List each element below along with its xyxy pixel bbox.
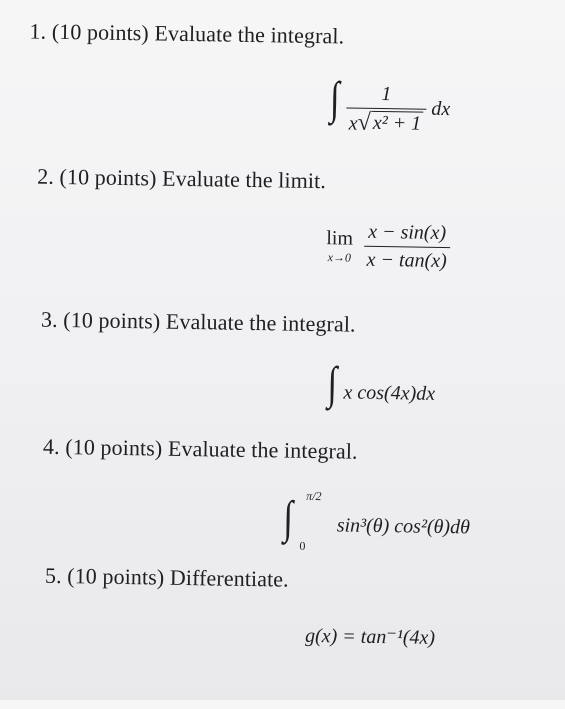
problem-number: 4. — [42, 433, 60, 459]
problem-label: (10 points) Differentiate. — [67, 563, 289, 592]
integral-sign: ∫ — [329, 72, 340, 124]
problem-5-heading — [45, 563, 289, 593]
definite-integral — [281, 488, 332, 553]
numerator: x − sin(x) — [368, 220, 447, 245]
problem-5-function: g(x) = tan⁻¹(4x) — [304, 624, 436, 649]
problem-4-heading — [43, 434, 358, 465]
problem-2-heading — [37, 164, 326, 195]
problem-3-integral — [326, 357, 436, 409]
problem-2-limit — [326, 220, 451, 273]
lower-limit: 0 — [299, 538, 306, 553]
problem-4-integral — [281, 488, 471, 561]
integral-sign: ∫ — [327, 357, 338, 409]
radical-sign: √ — [357, 109, 371, 136]
problem-number: 2. — [37, 163, 55, 189]
problem-number: 3. — [40, 306, 58, 332]
fraction — [346, 82, 427, 136]
denominator: x − tan(x) — [363, 246, 450, 273]
approach-text: x→0 — [327, 249, 352, 265]
differential: dx — [431, 97, 451, 121]
problem-1-heading — [29, 18, 344, 49]
denominator — [346, 107, 427, 136]
integrand: sin³(θ) cos²(θ)dθ — [336, 514, 471, 539]
problem-label: (10 points) Evaluate the integral. — [63, 307, 356, 337]
lim-text: lim — [326, 226, 354, 250]
problem-number: 5. — [44, 562, 62, 589]
problem-label: (10 points) Evaluate the integral. — [51, 18, 345, 49]
problem-label: (10 points) Evaluate the limit. — [59, 163, 327, 194]
fraction — [363, 221, 450, 273]
upper-limit: π/2 — [306, 488, 322, 504]
problem-3-heading — [41, 307, 356, 338]
limit-operator — [326, 227, 353, 265]
integral-sign: ∫ — [283, 491, 294, 543]
problem-number: 1. — [29, 18, 47, 44]
numerator: 1 — [381, 82, 392, 106]
problem-label: (10 points) Evaluate the integral. — [65, 434, 358, 464]
denominator-prefix: x — [348, 112, 358, 135]
integrand: x cos(4x)dx — [343, 381, 436, 405]
radicand: x² + 1 — [371, 111, 424, 136]
square-root — [357, 111, 423, 136]
problem-1-integral — [328, 72, 451, 137]
